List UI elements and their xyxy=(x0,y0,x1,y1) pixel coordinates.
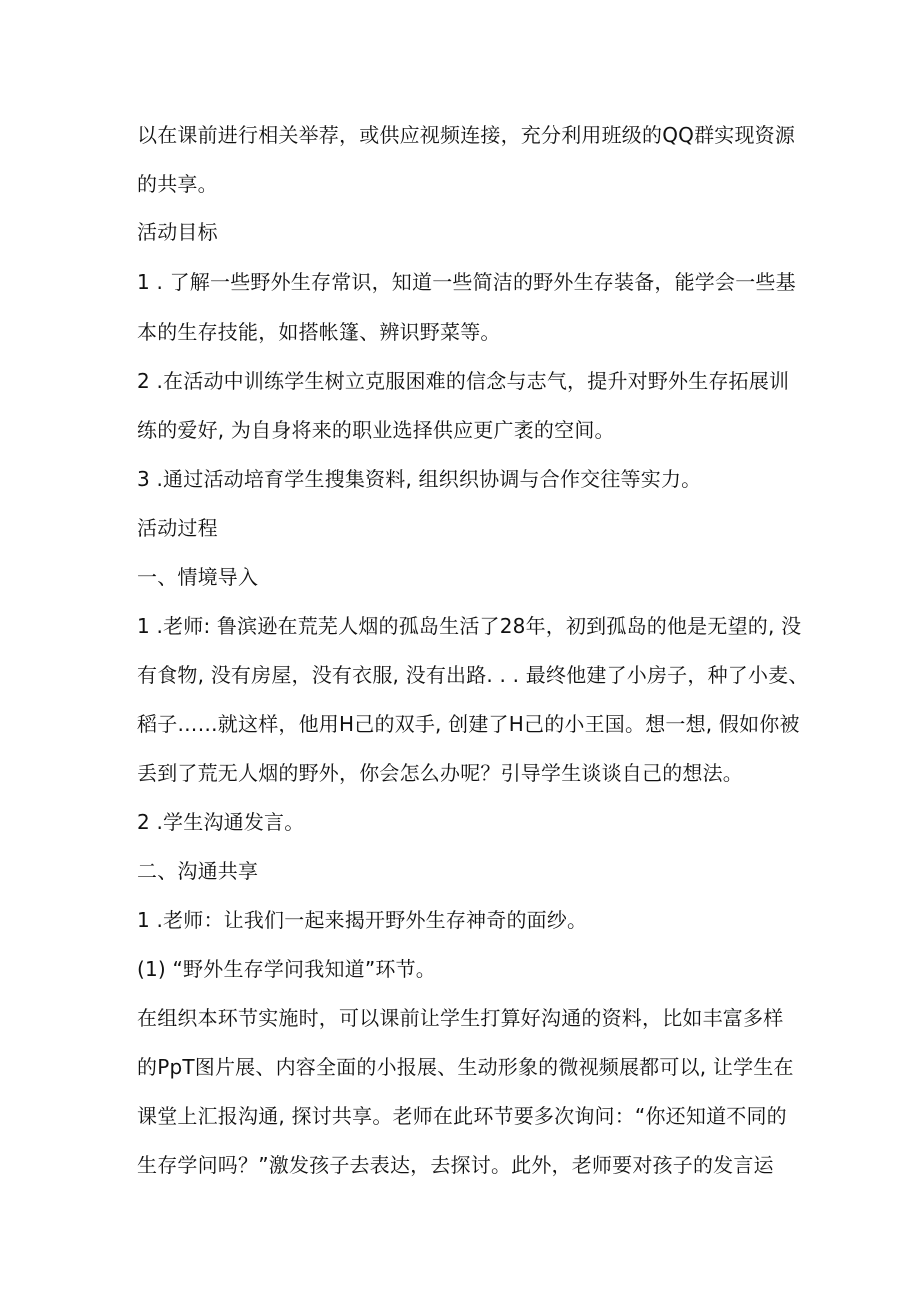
list-item-line: 2 .学生沟通发言。 xyxy=(137,810,305,834)
subsection-heading: 二、沟通共享 xyxy=(137,859,259,883)
list-item-line: 2 .在活动中训练学生树立克服困难的信念与志气，提升对野外生存拓展训 xyxy=(137,369,790,393)
list-item-line: 丢到了荒无人烟的野外，你会怎么办呢？引导学生谈谈自己的想法。 xyxy=(137,761,743,785)
list-item-line: 1 . 了解一些野外生存常识，知道一些简洁的野外生存装备，能学会一些基 xyxy=(137,270,796,294)
paragraph-line: 课堂上汇报沟通, 探讨共享。老师在此环节要多次询问：“你还知道不同的 xyxy=(137,1104,787,1128)
list-item-line: 本的生存技能，如搭帐篷、辨识野菜等。 xyxy=(137,320,501,344)
paragraph-line: 的PpT图片展、内容全面的小报展、生动形象的微视频展都可以, 让学生在 xyxy=(137,1055,794,1079)
list-item-line: 1 .老师: 鲁滨逊在荒芜人烟的孤岛生活了28年，初到孤岛的他是无望的, 没 xyxy=(137,614,802,638)
paragraph-line: 的共享。 xyxy=(137,172,218,196)
list-item-line: (1) “野外生存学问我知道”环节。 xyxy=(137,957,437,981)
list-item-line: 练的爱好, 为自身将来的职业选择供应更广袤的空间。 xyxy=(137,418,615,442)
paragraph-line: 以在课前进行相关举荐，或供应视频连接，充分利用班级的QQ群实现资源 xyxy=(137,123,796,147)
subsection-heading: 一、情境导入 xyxy=(137,565,259,589)
paragraph-line: 生存学问吗？”激发孩子去表达，去探讨。此外，老师要对孩子的发言运 xyxy=(137,1153,774,1177)
list-item-line: 3 .通过活动培育学生搜集资料, 组织织协调与合作交往等实力。 xyxy=(137,467,702,491)
paragraph-line: 在组织本环节实施时，可以课前让学生打算好沟通的资料，比如丰富多样 xyxy=(137,1006,784,1030)
list-item-line: 1 .老师：让我们一起来揭开野外生存神奇的面纱。 xyxy=(137,908,588,932)
list-item-line: 有食物, 没有房屋，没有衣服, 没有出路. . . 最终他建了小房子，种了小麦、 xyxy=(137,663,809,687)
section-heading: 活动目标 xyxy=(137,220,218,244)
section-heading: 活动过程 xyxy=(137,516,218,540)
list-item-line: 稻子……就这样，他用H己的双手, 创建了H己的小王国。想一想, 假如你被 xyxy=(137,712,800,736)
